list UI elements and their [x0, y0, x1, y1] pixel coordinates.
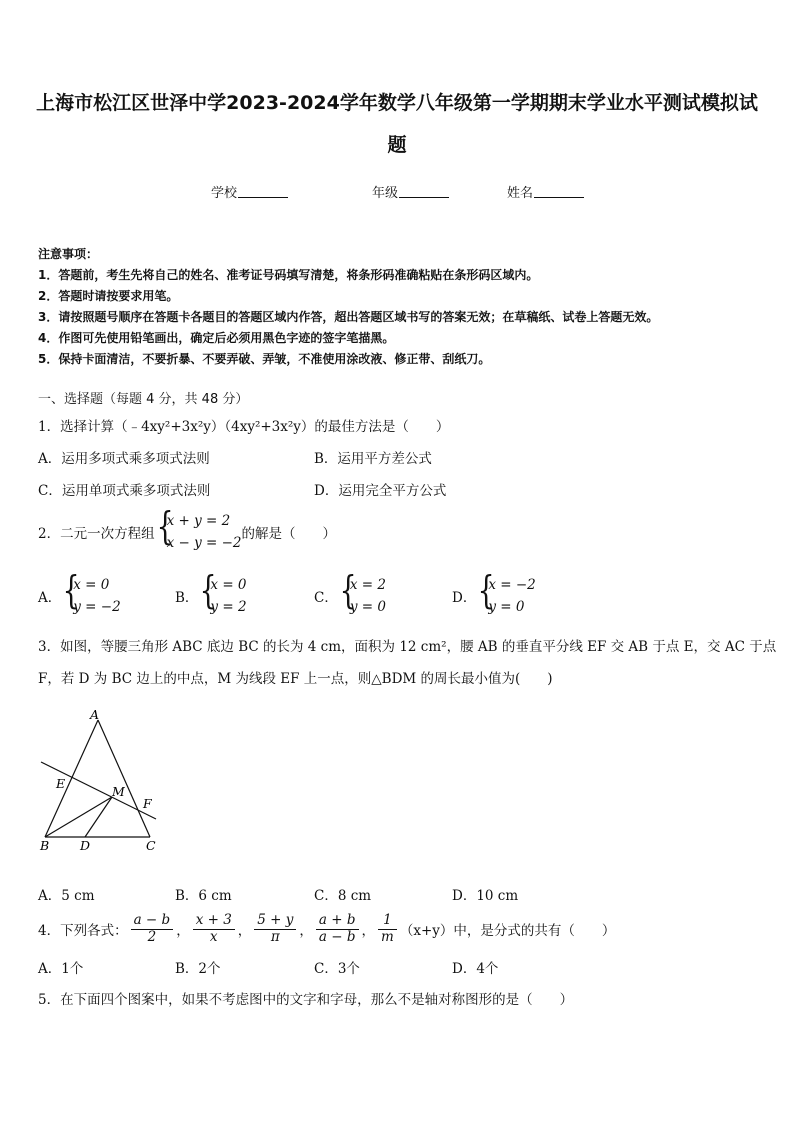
name-field — [507, 182, 584, 201]
name-blank — [534, 185, 584, 198]
label-b: B — [40, 838, 50, 853]
option-label: A． — [38, 590, 62, 606]
q2-option-d — [452, 568, 536, 618]
q4-stem-post: （x+y）中，是分式的共有（ ） — [399, 923, 616, 939]
notes-heading: 注意事项： — [38, 247, 99, 261]
option-line: y = −2 — [73, 599, 121, 615]
note-item: 4．作图可先使用铅笔画出，确定后必须用黑色字迹的签字笔描黑。 — [38, 331, 395, 345]
school-blank — [238, 185, 288, 198]
q4-stem-pre: 4．下列各式： — [38, 923, 128, 939]
exam-title-line1: 上海市松江区世泽中学2023-2024学年数学八年级第一学期期末学业水平测试模拟试 — [36, 92, 758, 114]
question-3-line2: F，若 D 为 BC 边上的中点，M 为线段 EF 上一点，则△BDM 的周长最小值为( ) — [38, 671, 553, 687]
denominator: a − b — [318, 928, 356, 945]
q2-option-b — [175, 568, 247, 618]
option-line: y = 0 — [488, 599, 525, 615]
q1-option-d: D．运用完全平方公式 — [314, 483, 447, 499]
q2-equation-system — [155, 504, 242, 554]
q4-option-c: C．3个 — [314, 961, 360, 977]
q1-option-c: C．运用单项式乘多项式法则 — [38, 483, 211, 499]
note-item: 3．请按照题号顺序在答题卡各题目的答题区域内作答，超出答题区域书写的答案无效；在草稿纸、试卷上答题无效。 — [38, 310, 659, 324]
fraction — [316, 913, 359, 945]
comma: ， — [237, 923, 252, 939]
q1-option-b: B．运用平方差公式 — [314, 451, 432, 467]
label-c: C — [146, 838, 156, 853]
section-heading: 一、选择题（每题 4 分，共 48 分） — [38, 392, 249, 407]
option-line: x = 2 — [349, 577, 386, 593]
fraction — [193, 913, 235, 945]
brace-symbol: { — [156, 504, 174, 548]
segment-bm — [45, 797, 112, 837]
label-f: F — [143, 796, 152, 811]
q2-stem-post: 的解是（ ） — [241, 526, 337, 542]
question-5-stem: 5．在下面四个图案中，如果不考虑图中的文字和字母，那么不是轴对称图形的是（ ） — [38, 992, 574, 1008]
q3-option-a: A．5 cm — [38, 888, 95, 904]
option-line: y = 0 — [349, 599, 386, 615]
q4-option-d: D．4个 — [452, 961, 499, 977]
denominator: 2 — [147, 928, 157, 945]
q3-option-c: C．8 cm — [314, 888, 372, 904]
q2-eq2: x − y = −2 — [166, 535, 242, 551]
grade-blank — [399, 185, 449, 198]
comma: ， — [361, 923, 376, 939]
q2-stem-pre: 2．二元一次方程组 — [38, 526, 155, 542]
triangle-figure — [30, 700, 170, 860]
label-d: D — [80, 838, 91, 853]
option-label: C． — [314, 590, 338, 606]
numerator: a − b — [131, 913, 174, 930]
note-item: 2．答题时请按要求用笔。 — [38, 289, 179, 303]
fraction — [254, 913, 296, 945]
comma: ， — [299, 923, 313, 939]
question-1-stem: 1．选择计算（﹣4xy²+3x²y）（4xy²+3x²y）的最佳方法是（ ） — [38, 419, 450, 435]
denominator: m — [381, 928, 394, 945]
grade-label: 年级 — [372, 186, 399, 201]
option-line: x = 0 — [73, 577, 110, 593]
brace-symbol: { — [200, 568, 217, 612]
note-item: 1．答题前，考生先将自己的姓名、准考证号码填写清楚，将条形码准确粘贴在条形码区域内。 — [38, 268, 539, 282]
q3-option-d: D．10 cm — [452, 888, 519, 904]
label-m: M — [112, 784, 125, 799]
label-a: A — [90, 707, 100, 722]
question-3-line1: 3．如图，等腰三角形 ABC 底边 BC 的长为 4 cm，面积为 12 cm²，腰 AB 的垂直平分线 EF 交 AB 于点 E，交 AC 于点 — [38, 639, 777, 655]
question-2-stem — [38, 504, 337, 552]
grade-field — [372, 182, 449, 201]
name-label: 姓名 — [507, 186, 534, 201]
option-system — [338, 568, 386, 618]
side-ab — [45, 720, 98, 837]
option-line: x = 0 — [210, 577, 247, 593]
q4-option-a: A．1个 — [38, 961, 84, 977]
denominator: π — [270, 928, 280, 945]
fraction — [378, 913, 397, 945]
numerator: x + 3 — [193, 913, 235, 930]
side-ac — [98, 720, 150, 837]
exam-title-line2: 题 — [387, 134, 407, 156]
q3-option-b: B．6 cm — [175, 888, 232, 904]
option-label: D． — [452, 590, 477, 606]
brace-symbol: { — [339, 568, 357, 612]
comma: ， — [176, 923, 190, 939]
numerator: 5 + y — [254, 913, 296, 930]
option-system — [198, 568, 247, 618]
q1-option-a: A．运用多项式乘多项式法则 — [38, 451, 210, 467]
school-label: 学校 — [211, 186, 238, 201]
numerator: a + b — [316, 913, 359, 930]
brace-symbol: { — [62, 568, 80, 612]
numerator: 1 — [378, 913, 397, 930]
q2-option-c — [314, 568, 386, 618]
note-item: 5．保持卡面清洁，不要折暴、不要弄破、弄皱，不准使用涂改液、修正带、刮纸刀。 — [38, 352, 491, 366]
option-system — [476, 568, 536, 618]
q4-option-b: B．2个 — [175, 961, 221, 977]
option-system — [61, 568, 121, 618]
segment-dm — [85, 797, 112, 837]
q2-option-a — [38, 568, 121, 618]
option-label: B． — [175, 590, 199, 606]
school-field — [211, 182, 288, 201]
option-line: y = 2 — [210, 599, 247, 615]
denominator: x — [209, 928, 218, 945]
brace-symbol: { — [477, 568, 495, 612]
fraction — [131, 913, 174, 945]
option-line: x = −2 — [488, 577, 536, 593]
question-4-stem — [38, 908, 615, 950]
q2-eq1: x + y = 2 — [166, 513, 231, 529]
label-e: E — [56, 776, 66, 791]
